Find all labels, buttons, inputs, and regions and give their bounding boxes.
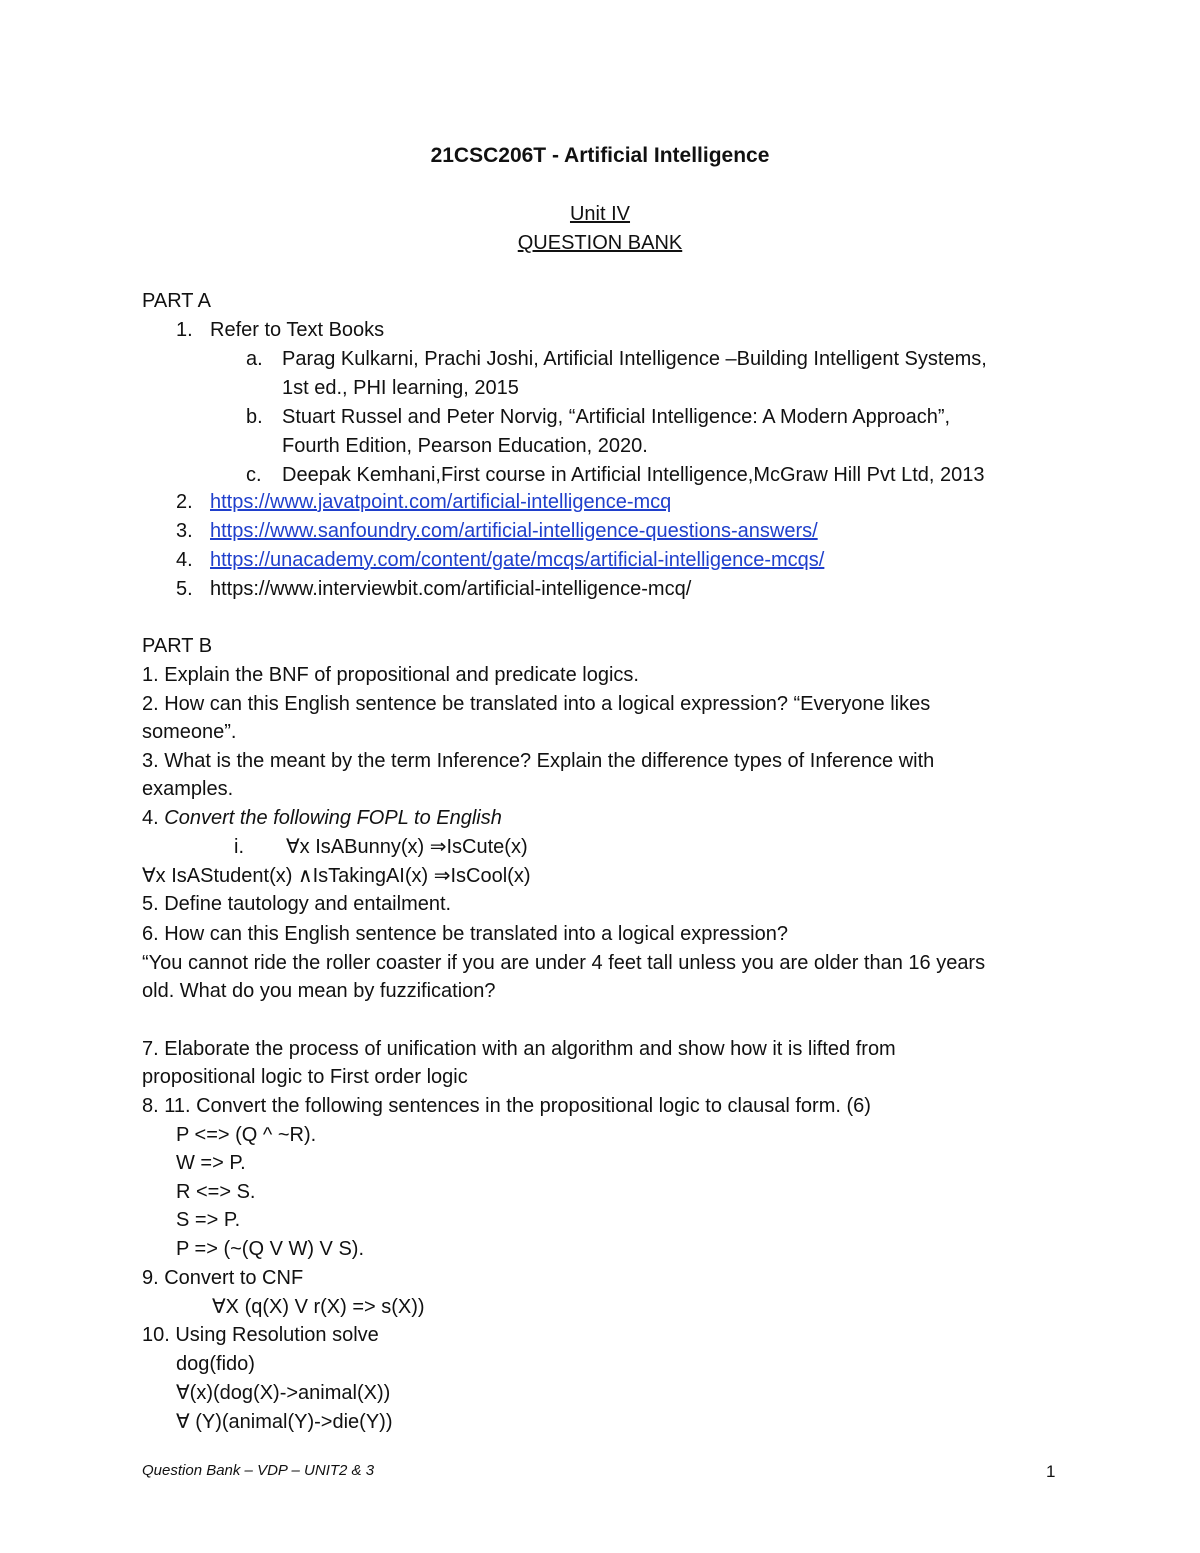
part-a-item-1 (176, 316, 384, 344)
roman-marker: i. (234, 836, 244, 858)
book-text: Parag Kulkarni, Prachi Joshi, Artificial Intelligence –Building Intelligent Systems, (282, 348, 987, 370)
question-9: 9. Convert to CNF (142, 1267, 304, 1289)
question-7-line1: 7. Elaborate the process of unification with an algorithm and show how it is lifted from (142, 1038, 896, 1060)
question-bank-heading: QUESTION BANK (517, 232, 683, 254)
question-7-line2: propositional logic to First order logic (142, 1066, 468, 1088)
book-c-line1 (246, 461, 985, 489)
list-marker: a. (246, 348, 263, 370)
list-number: 1. (176, 319, 193, 341)
question-2-line2: someone”. (142, 721, 237, 743)
question-8-sentence-5: P => (~(Q V W) V S). (176, 1238, 365, 1260)
part-b-heading: PART B (142, 635, 213, 657)
list-number: 2. (176, 491, 193, 513)
page-footer: Question Bank – VDP – UNIT2 & 3 (142, 1462, 375, 1479)
sanfoundry-link[interactable]: https://www.sanfoundry.com/artificial-intelligence-questions-answers/ (210, 520, 818, 542)
list-number: 4. (176, 549, 193, 571)
question-8: 8. 11. Convert the following sentences in the propositional logic to clausal form. (6) (142, 1095, 871, 1117)
interviewbit-url: https://www.interviewbit.com/artificial-intelligence-mcq/ (210, 578, 692, 600)
question-6-line1: 6. How can this English sentence be translated into a logical expression? (142, 923, 788, 945)
question-10-premise-2: ∀(x)(dog(X)->animal(X)) (176, 1382, 391, 1404)
question-9-formula: ∀X (q(X) V r(X) => s(X)) (212, 1296, 425, 1318)
question-10-premise-3: ∀ (Y)(animal(Y)->die(Y)) (176, 1411, 393, 1433)
course-title: 21CSC206T - Artificial Intelligence (430, 144, 770, 167)
question-number: 4. (142, 807, 165, 829)
question-3-line2: examples. (142, 778, 234, 800)
question-4-formula-1 (234, 833, 528, 861)
question-10: 10. Using Resolution solve (142, 1324, 379, 1346)
list-marker: b. (246, 406, 263, 428)
question-8-sentence-2: W => P. (176, 1152, 246, 1174)
question-5: 5. Define tautology and entailment. (142, 893, 452, 915)
list-marker: c. (246, 464, 262, 486)
question-10-premise-1: dog(fido) (176, 1353, 255, 1375)
list-text: Refer to Text Books (210, 319, 385, 341)
book-text: Stuart Russel and Peter Norvig, “Artificial Intelligence: A Modern Approach”, (282, 406, 951, 428)
question-4-formula-2: ∀x IsAStudent(x) ∧IsTakingAI(x) ⇒IsCool(x) (142, 865, 531, 887)
unit-heading: Unit IV (569, 203, 631, 225)
part-a-item-3 (176, 517, 818, 545)
formula-text: ∀x IsABunny(x) ⇒IsCute(x) (286, 836, 528, 858)
question-6-line3: old. What do you mean by fuzzification? (142, 980, 496, 1002)
book-a-line1 (246, 345, 987, 373)
question-8-sentence-1: P <=> (Q ^ ~R). (176, 1124, 317, 1146)
question-8-sentence-3: R <=> S. (176, 1181, 256, 1203)
question-3-line1: 3. What is the meant by the term Inference? Explain the difference types of Inference with (142, 750, 935, 772)
question-6-line2: “You cannot ride the roller coaster if you are under 4 feet tall unless you are older than 16 years (142, 952, 986, 974)
part-a-item-2 (176, 488, 671, 516)
question-8-sentence-4: S => P. (176, 1209, 241, 1231)
list-number: 5. (176, 578, 193, 600)
part-a-item-5 (176, 575, 691, 603)
book-b-line1 (246, 403, 950, 431)
javatpoint-link[interactable]: https://www.javatpoint.com/artificial-intelligence-mcq (210, 491, 672, 513)
book-b-line2: Fourth Edition, Pearson Education, 2020. (282, 435, 648, 457)
book-a-line2: 1st ed., PHI learning, 2015 (282, 377, 519, 399)
question-2-line1: 2. How can this English sentence be translated into a logical expression? “Everyone likes (142, 693, 931, 715)
part-a-item-4 (176, 546, 824, 574)
question-text: Convert the following FOPL to English (164, 807, 502, 829)
question-4 (142, 804, 502, 832)
question-1: 1. Explain the BNF of propositional and predicate logics. (142, 664, 639, 686)
list-number: 3. (176, 520, 193, 542)
page-number: 1 (1046, 1462, 1056, 1481)
book-text: Deepak Kemhani,First course in Artificial Intelligence,McGraw Hill Pvt Ltd, 2013 (282, 464, 985, 486)
part-a-heading: PART A (142, 290, 211, 312)
unacademy-link[interactable]: https://unacademy.com/content/gate/mcqs/artificial-intelligence-mcqs/ (210, 549, 825, 571)
